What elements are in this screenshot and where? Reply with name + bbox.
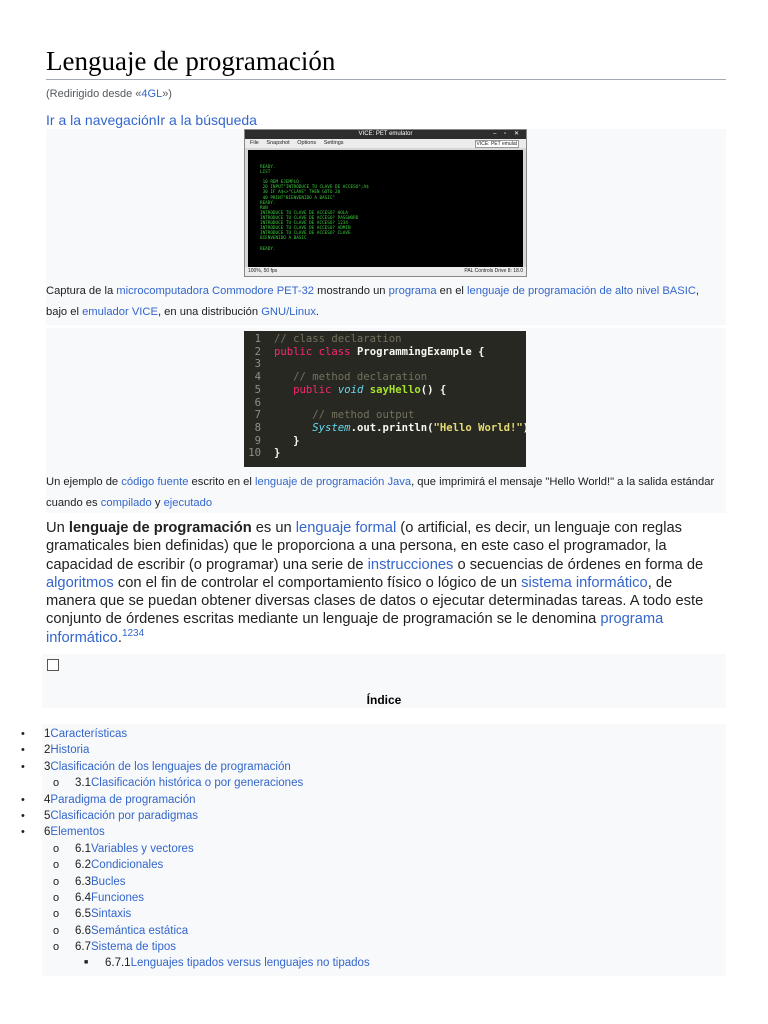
link-java[interactable]: lenguaje de programación Java <box>254 476 412 488</box>
code-comment: // class declaration <box>274 333 402 345</box>
reference-links[interactable]: 1234 <box>121 627 145 639</box>
vice-tab: VICE: PET emulat <box>476 141 517 147</box>
line-number-gutter <box>244 333 264 460</box>
bullet-icon: • <box>21 826 25 839</box>
bullet-icon: • <box>21 760 25 773</box>
line-number: 9 <box>254 434 261 447</box>
toc-link[interactable]: Bucles <box>91 875 126 888</box>
vice-screen-line: INTRODUCE TU CLAVE DE ACCESO? CLAVE <box>260 231 351 237</box>
vice-menubar <box>245 139 526 148</box>
vice-titlebar <box>245 130 526 139</box>
intro-text: , de manera que se puedan obtener diversas clases de datos o ejecutar determinadas tareas. A todo este conjunto de órdenes escritas mediante un lenguaje de programación se le denomina <box>46 574 704 628</box>
vice-screen-line: READY. <box>260 200 276 206</box>
bullet-icon: • <box>21 728 25 740</box>
toc-item-content[interactable] <box>75 906 131 922</box>
toc-link[interactable]: Historia <box>50 744 90 757</box>
link-emulador-vice[interactable]: emulador VICE <box>82 306 158 318</box>
toc-item[interactable] <box>0 841 768 857</box>
toc-item-content[interactable] <box>75 775 303 791</box>
link-lenguaje-formal[interactable]: lenguaje formal <box>295 520 397 536</box>
toc-link[interactable]: Lenguajes tipados versus lenguajes no tipados <box>130 957 370 970</box>
line-number: 6 <box>254 396 261 409</box>
intro-text: es un <box>251 520 296 536</box>
bullet-icon: o <box>53 908 60 921</box>
code-brace: { <box>478 345 485 358</box>
intro-bold-term: lenguaje de programación <box>68 520 252 536</box>
toc-number: 2 <box>44 744 51 757</box>
toc-link[interactable]: Sintaxis <box>91 908 132 921</box>
toc-number: 6.7.1 <box>105 957 131 970</box>
bullet-icon: o <box>53 924 60 937</box>
toc-number: 5 <box>44 809 51 822</box>
link-ejecutado[interactable]: ejecutado <box>163 497 213 509</box>
toc-header <box>42 654 726 708</box>
caption-text: , bajo el <box>46 285 700 318</box>
toc-item[interactable] <box>0 824 768 840</box>
caption-text: , que imprimirá el mensaje "Hello World!" a la salida estándar cuando es <box>46 476 715 509</box>
vice-status-right: PAL Controls Drive 8: 18.0 <box>464 268 523 274</box>
code-keyword: public <box>293 383 332 396</box>
code-string: "Hello World!" <box>433 421 523 434</box>
jump-links <box>46 112 257 128</box>
toc-item[interactable] <box>0 742 768 758</box>
toc-item[interactable] <box>0 726 768 742</box>
vice-menu-options: Options <box>297 140 317 146</box>
caption-text: . <box>315 306 320 318</box>
toc-number: 3.1 <box>75 777 91 790</box>
link-sistema-informatico[interactable]: sistema informático <box>521 574 648 591</box>
code-parens: () { <box>420 383 447 396</box>
caption-text: Captura de la <box>46 285 117 297</box>
code-method-name: sayHello <box>369 383 421 396</box>
vice-screen-line: INTRODUCE TU CLAVE DE ACCESO? ADMIN <box>260 226 351 232</box>
bullet-icon: o <box>53 777 60 790</box>
toc-item[interactable] <box>0 792 768 808</box>
code-comment: // method declaration <box>293 371 428 384</box>
toc-link[interactable]: Clasificación por paradigmas <box>50 809 199 822</box>
intro-text: . <box>117 629 122 646</box>
toc-link[interactable]: Características <box>50 728 128 740</box>
toc-number: 1 <box>44 728 51 740</box>
toc-link[interactable]: Sistema de tipos <box>91 941 177 954</box>
toc-item-content[interactable] <box>75 841 194 857</box>
toc-item-content[interactable] <box>44 792 196 808</box>
code-comment: // method output <box>312 409 415 422</box>
vice-screen-line: INTRODUCE TU CLAVE DE ACCESO? HOLA <box>260 210 348 216</box>
vice-emulator-screenshot[interactable] <box>244 129 527 277</box>
toc-item-content[interactable] <box>75 890 144 906</box>
vice-screen-line: INTRODUCE TU CLAVE DE ACCESO? 1234 <box>260 221 348 227</box>
line-number: 7 <box>254 409 261 422</box>
vice-statusbar <box>245 267 526 276</box>
toc-item-content[interactable] <box>75 874 126 890</box>
toc-item[interactable] <box>0 906 768 922</box>
toc-item-content[interactable] <box>44 759 291 775</box>
vice-screen-line: 10 REM EJEMPLO <box>260 180 299 186</box>
bullet-icon: o <box>53 941 60 954</box>
redirect-note <box>46 88 172 100</box>
jump-to-navigation-link[interactable]: Ir a la navegación <box>46 112 157 128</box>
toc-item-content[interactable] <box>75 857 163 873</box>
toc-title: Índice <box>366 693 402 707</box>
caption-text: , en una distribución <box>157 306 262 318</box>
caption-text: Un ejemplo de <box>46 476 122 488</box>
vice-menu-settings: Settings <box>323 140 344 146</box>
code-lines <box>274 333 536 460</box>
toc-number: 6.3 <box>75 875 91 888</box>
toc-number: 6.5 <box>75 908 91 921</box>
code-brace: } <box>274 447 281 460</box>
toc-number: 6.6 <box>75 924 91 937</box>
code-keyword: void <box>337 383 364 396</box>
link-programa[interactable]: programa <box>388 285 437 297</box>
redirect-prefix: (Redirigido desde « <box>46 88 142 100</box>
intro-text: Un <box>46 520 69 536</box>
java-code-screenshot[interactable] <box>244 331 536 467</box>
link-programa-informatico[interactable]: programa informático <box>46 611 664 646</box>
toc-number: 6.2 <box>75 859 91 872</box>
toc-link[interactable]: Semántica estática <box>91 924 189 937</box>
code-system: System <box>312 421 351 434</box>
toc-item[interactable] <box>0 808 768 824</box>
link-instrucciones[interactable]: instrucciones <box>367 556 454 573</box>
vice-screen-text <box>248 150 523 267</box>
toc-link[interactable]: Funciones <box>91 891 145 904</box>
toc-toggle-checkbox[interactable] <box>47 659 59 671</box>
line-number: 10 <box>248 447 261 460</box>
toc-link[interactable]: Elementos <box>50 826 105 839</box>
link-algoritmos[interactable]: algoritmos <box>46 574 114 591</box>
caption-text: escrito en el <box>188 476 255 488</box>
link-gnu-linux[interactable]: GNU/Linux <box>261 306 316 318</box>
toc-number: 6 <box>44 826 51 839</box>
toc-item[interactable] <box>0 759 768 775</box>
toc-item-content[interactable] <box>75 923 188 939</box>
vice-screen-line: READY. <box>260 165 276 170</box>
line-number: 2 <box>254 345 261 358</box>
line-number: 5 <box>254 383 261 396</box>
line-number: 8 <box>254 421 261 434</box>
redirect-suffix: ») <box>162 88 172 100</box>
link-basic[interactable]: lenguaje de programación de alto nivel BASIC <box>467 285 696 297</box>
toc-link[interactable]: Clasificación de los lenguajes de programación <box>50 760 291 773</box>
vice-menu-snapshot: Snapshot <box>266 140 290 146</box>
vice-screen-line: 40 PRINT"BIENVENIDO A BASIC" <box>260 195 336 201</box>
bullet-icon: o <box>53 875 60 888</box>
code-brace: } <box>293 434 300 447</box>
toc-item-content[interactable] <box>44 808 198 824</box>
vice-screen-line: LIST <box>260 170 271 176</box>
line-number: 3 <box>254 358 261 371</box>
toc-link[interactable]: Condicionales <box>91 859 164 872</box>
code-call-end: ); <box>522 421 536 434</box>
intro-text: o secuencias de órdenes en forma de <box>453 556 704 573</box>
vice-screen-line: BIENVENIDO A BASIC <box>260 236 307 242</box>
toc-item[interactable] <box>0 874 768 890</box>
toc-item[interactable] <box>0 857 768 873</box>
intro-paragraph <box>46 519 726 647</box>
link-compilado[interactable]: compilado <box>100 497 152 509</box>
toc-number: 6.4 <box>75 891 91 904</box>
link-commodore-pet[interactable]: microcomputadora Commodore PET-32 <box>116 285 315 297</box>
toc-item[interactable] <box>0 923 768 939</box>
intro-text: con el fin de controlar el comportamiento físico o lógico de un <box>113 574 522 591</box>
caption-text: y <box>151 497 164 509</box>
code-keyword: class <box>318 345 351 358</box>
figure-caption-vice <box>46 281 716 323</box>
line-number: 4 <box>254 371 261 384</box>
caption-text: en el <box>436 285 468 297</box>
toc-number: 6.1 <box>75 842 91 855</box>
bullet-icon: ■ <box>84 959 89 967</box>
toc-number: 3 <box>44 760 51 773</box>
vice-window-buttons: ‒ ▫ ✕ <box>493 131 522 137</box>
toc-item[interactable] <box>0 939 768 955</box>
line-number: 1 <box>254 333 261 345</box>
bullet-icon: • <box>21 809 25 822</box>
vice-screen-line: 30 IF A$<>"CLAVE" THEN GOTO 20 <box>260 190 341 196</box>
toc-number: 6.7 <box>75 941 91 954</box>
vice-screen-line: INTRODUCE TU CLAVE DE ACCESO? PASSWORD <box>260 215 359 221</box>
toc-item-content[interactable] <box>105 955 370 971</box>
toc-item-content[interactable] <box>75 939 176 955</box>
vice-menu-file: File <box>250 140 259 146</box>
caption-text: mostrando un <box>314 285 389 297</box>
intro-text: (o artificial, es decir, un lenguaje con reglas gramaticales bien definidas) que le proporciona a una persona, en este caso el programador, la capacidad de escribir (o programar) una serie de <box>46 520 682 573</box>
page-title: Lenguaje de programación <box>46 44 726 80</box>
toc-link[interactable]: Paradigma de programación <box>50 793 196 806</box>
toc-list <box>0 726 768 972</box>
bullet-icon: • <box>21 793 25 806</box>
toc-item-content[interactable] <box>44 742 89 758</box>
vice-screen-line: RUN <box>260 205 268 211</box>
toc-item[interactable] <box>0 955 768 971</box>
jump-to-search-link[interactable]: Ir a la búsqueda <box>156 112 257 128</box>
link-codigo-fuente[interactable]: código fuente <box>121 476 189 488</box>
redirect-link-4gl[interactable]: 4GL <box>141 88 163 100</box>
vice-screen-line: 20 INPUT"INTRODUCE TU CLAVE DE ACCESO";A$ <box>260 185 369 191</box>
bullet-icon: o <box>53 842 60 855</box>
toc-item-content[interactable] <box>44 824 105 840</box>
toc-link[interactable]: Variables y vectores <box>91 842 194 855</box>
vice-status-left: 100%, 50 fps <box>248 268 278 274</box>
toc-link[interactable]: Clasificación histórica o por generaciones <box>91 777 304 790</box>
code-keyword: public <box>274 345 313 358</box>
vice-title: VICE: PET emulator <box>358 131 413 137</box>
bullet-icon: • <box>21 744 25 757</box>
code-class-name: ProgrammingExample <box>356 345 472 358</box>
bullet-icon: o <box>53 891 60 904</box>
bullet-icon: o <box>53 859 60 872</box>
code-call: .out.println( <box>350 421 434 434</box>
vice-screen-line: READY. <box>260 246 276 252</box>
toc-item-content[interactable] <box>44 726 127 742</box>
toc-item[interactable] <box>0 890 768 906</box>
toc-number: 4 <box>44 793 51 806</box>
figure-caption-code <box>46 472 716 514</box>
toc-item[interactable] <box>0 775 768 791</box>
